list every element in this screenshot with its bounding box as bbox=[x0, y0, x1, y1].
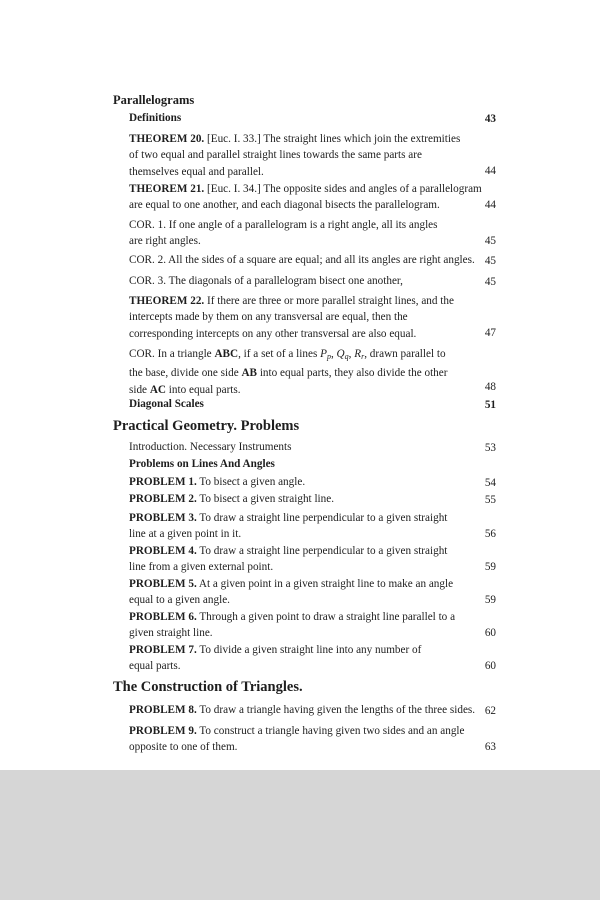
page-number: 44 bbox=[484, 199, 496, 211]
page-number: 53 bbox=[484, 442, 496, 454]
page-number: 62 bbox=[484, 705, 496, 717]
entry-bold-term: ABC bbox=[214, 348, 239, 360]
entry-text: To bisect a given straight line. bbox=[196, 493, 335, 505]
entry-bold-term: AC bbox=[149, 383, 166, 396]
entry-text: To draw a straight line perpendicular to a given straight bbox=[196, 545, 448, 557]
entry-lead: THEOREM 22. bbox=[129, 295, 205, 307]
page-number: 43 bbox=[484, 113, 496, 125]
toc-entry-definitions bbox=[129, 110, 181, 126]
entry-text: [Euc. I. 34.] The opposite sides and angles of a parallelogram bbox=[204, 183, 482, 195]
entry-text: At a given point in a given straight line to make an angle bbox=[196, 578, 454, 590]
entry-text: into equal parts, they also divide the other bbox=[257, 367, 448, 380]
page-number: 45 bbox=[484, 235, 496, 247]
page-number: 44 bbox=[484, 165, 496, 177]
entry-text: If there are three or more parallel straight lines, and the bbox=[204, 295, 454, 307]
entry-text: line at a given point in it. bbox=[129, 528, 242, 541]
entry-text: , if a set of a lines bbox=[238, 348, 321, 360]
toc-entry-problem-9 bbox=[129, 723, 465, 756]
entry-lead: PROBLEM 3. bbox=[129, 512, 197, 524]
page-number: 56 bbox=[484, 528, 496, 540]
page-number: 45 bbox=[484, 276, 496, 288]
math-symbol: P bbox=[320, 348, 327, 360]
math-subscript: p bbox=[326, 352, 331, 361]
page-number: 55 bbox=[484, 494, 496, 506]
entry-text: side bbox=[129, 383, 150, 396]
entry-text: opposite to one of them. bbox=[129, 741, 238, 754]
page-number: 59 bbox=[484, 561, 496, 573]
entry-text: COR. 3. The diagonals of a parallelogram bisect one another, bbox=[129, 275, 403, 287]
entry-text: given straight line. bbox=[129, 627, 213, 640]
toc-entry-introduction bbox=[129, 439, 292, 455]
entry-text: into equal parts. bbox=[166, 383, 241, 396]
entry-label: Introduction. Necessary Instruments bbox=[129, 441, 292, 453]
toc-entry-cor-1 bbox=[129, 217, 438, 250]
entry-lead: PROBLEM 5. bbox=[129, 578, 197, 590]
math-subscript: q bbox=[344, 352, 349, 361]
entry-text: COR. In a triangle bbox=[129, 348, 215, 360]
page-number: 47 bbox=[484, 327, 496, 339]
entry-text: To bisect a given angle. bbox=[196, 476, 306, 488]
subsection-heading-lines-angles bbox=[129, 456, 275, 472]
math-symbol: Q bbox=[336, 348, 345, 360]
entry-lead: PROBLEM 8. bbox=[129, 704, 197, 716]
entry-lead: PROBLEM 1. bbox=[129, 476, 197, 488]
entry-label: Definitions bbox=[129, 112, 182, 124]
math-subscript: r bbox=[361, 352, 365, 361]
entry-text: are right angles. bbox=[129, 235, 201, 248]
section-heading-triangles: The Construction of Triangles. bbox=[113, 679, 303, 695]
page-number: 48 bbox=[484, 381, 496, 393]
entry-text: To construct a triangle having given two sides and an angle bbox=[196, 725, 465, 737]
entry-lead: THEOREM 21. bbox=[129, 183, 205, 195]
entry-text: Through a given point to draw a straight line parallel to a bbox=[196, 611, 456, 623]
entry-text: [Euc. I. 33.] The straight lines which join the extremities bbox=[204, 133, 461, 145]
toc-entry-theorem-21 bbox=[129, 181, 482, 214]
entry-text: , drawn parallel to bbox=[364, 348, 446, 360]
entry-text: To draw a triangle having given the lengths of the three sides. bbox=[196, 704, 476, 716]
entry-lead: PROBLEM 4. bbox=[129, 545, 197, 557]
entry-label: Problems on Lines And Angles bbox=[129, 458, 275, 470]
entry-lead: PROBLEM 6. bbox=[129, 611, 197, 623]
toc-entry-cor-2 bbox=[129, 252, 475, 268]
math-symbol: R bbox=[354, 348, 362, 360]
toc-entry-theorem-22 bbox=[129, 293, 454, 342]
page-number: 60 bbox=[484, 660, 496, 672]
page-number: 60 bbox=[484, 627, 496, 639]
toc-entry-problem-7 bbox=[129, 642, 421, 675]
section-heading-practical-geometry: Practical Geometry. Problems bbox=[113, 418, 300, 434]
entry-text: the base, divide one side bbox=[129, 367, 242, 380]
viewer-background bbox=[0, 770, 600, 900]
toc-entry-problem-5 bbox=[129, 576, 453, 609]
section-heading-parallelograms: Parallelograms bbox=[113, 93, 195, 107]
entry-text: COR. 1. If one angle of a parallelogram is a right angle, all its angles bbox=[129, 219, 438, 231]
entry-lead: PROBLEM 7. bbox=[129, 644, 197, 656]
toc-entry-theorem-20 bbox=[129, 131, 460, 180]
page-number: 54 bbox=[484, 477, 496, 489]
entry-text: equal to a given angle. bbox=[129, 594, 230, 607]
toc-entry-diagonal-scales bbox=[129, 396, 204, 412]
entry-text: To divide a given straight line into any number of bbox=[196, 644, 422, 656]
toc-entry-problem-3 bbox=[129, 510, 447, 543]
entry-lead: PROBLEM 2. bbox=[129, 493, 197, 505]
page-number: 45 bbox=[484, 255, 496, 267]
toc-entry-problem-2 bbox=[129, 491, 334, 507]
toc-entry-problem-6 bbox=[129, 609, 455, 642]
entry-label: Diagonal Scales bbox=[129, 398, 204, 410]
entry-text: intercepts made by them on any transversal are equal, then the bbox=[129, 311, 408, 324]
page-number: 59 bbox=[484, 594, 496, 606]
entry-text: of two equal and parallel straight lines towards the same parts are bbox=[129, 149, 422, 162]
entry-text: To draw a straight line perpendicular to a given straight bbox=[196, 512, 448, 524]
page-number: 51 bbox=[484, 399, 496, 411]
entry-lead: THEOREM 20. bbox=[129, 133, 205, 145]
page-number: 63 bbox=[484, 741, 496, 753]
entry-text: equal parts. bbox=[129, 660, 181, 673]
entry-text: themselves equal and parallel. bbox=[129, 165, 264, 178]
toc-entry-cor-3 bbox=[129, 273, 403, 289]
entry-text: corresponding intercepts on any other transversal are also equal. bbox=[129, 327, 417, 340]
toc-entry-cor-triangle: COR. In a triangle ABC, if a set of a lines $P_p$, $Q_q$, $R_r$, drawn parallel to the base, divide one side AB into equal parts, they also divide the other side AC into equal parts. bbox=[129, 348, 448, 396]
entry-text: line from a given external point. bbox=[129, 561, 274, 574]
toc-entry-problem-8 bbox=[129, 702, 475, 718]
toc-entry-problem-4 bbox=[129, 543, 447, 576]
entry-text: are equal to one another, and each diagonal bisects the parallelogram. bbox=[129, 199, 440, 212]
entry-text: COR. 2. All the sides of a square are equal; and all its angles are right angles. bbox=[129, 254, 475, 266]
entry-bold-term: AB bbox=[241, 367, 258, 380]
toc-entry-problem-1 bbox=[129, 474, 305, 490]
entry-lead: PROBLEM 9. bbox=[129, 725, 197, 737]
